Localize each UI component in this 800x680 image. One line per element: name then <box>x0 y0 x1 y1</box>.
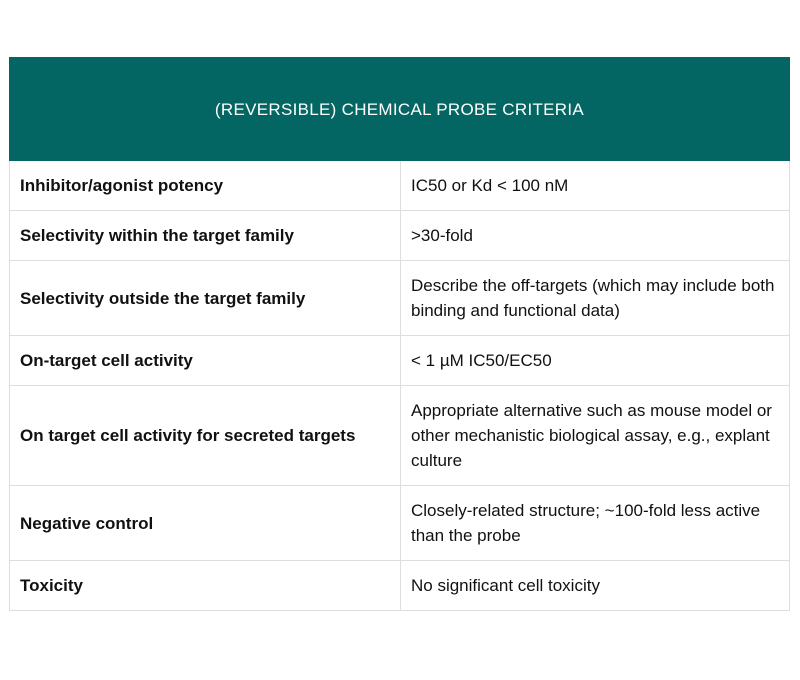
value-cell: Describe the off-targets (which may include both binding and functional data) <box>401 261 790 336</box>
criterion-cell: Toxicity <box>10 561 401 611</box>
criterion-cell: On-target cell activity <box>10 336 401 386</box>
criterion-cell: Negative control <box>10 486 401 561</box>
value-cell: >30-fold <box>401 211 790 261</box>
table-row <box>10 386 790 486</box>
table-row <box>10 561 790 611</box>
criterion-cell: Selectivity within the target family <box>10 211 401 261</box>
table-row <box>10 161 790 211</box>
table-header <box>10 58 790 161</box>
value-cell: < 1 µM IC50/EC50 <box>401 336 790 386</box>
criterion-cell: Selectivity outside the target family <box>10 261 401 336</box>
table-row <box>10 211 790 261</box>
value-cell: Closely-related structure; ~100-fold less active than the probe <box>401 486 790 561</box>
value-cell: No significant cell toxicity <box>401 561 790 611</box>
table-title: (REVERSIBLE) CHEMICAL PROBE CRITERIA <box>10 58 790 161</box>
criterion-cell: Inhibitor/agonist potency <box>10 161 401 211</box>
probe-criteria-table <box>9 57 790 611</box>
table-row <box>10 261 790 336</box>
table-row <box>10 486 790 561</box>
criterion-cell: On target cell activity for secreted targets <box>10 386 401 486</box>
value-cell: Appropriate alternative such as mouse model or other mechanistic biological assay, e.g., explant culture <box>401 386 790 486</box>
value-cell: IC50 or Kd < 100 nM <box>401 161 790 211</box>
table-row <box>10 336 790 386</box>
